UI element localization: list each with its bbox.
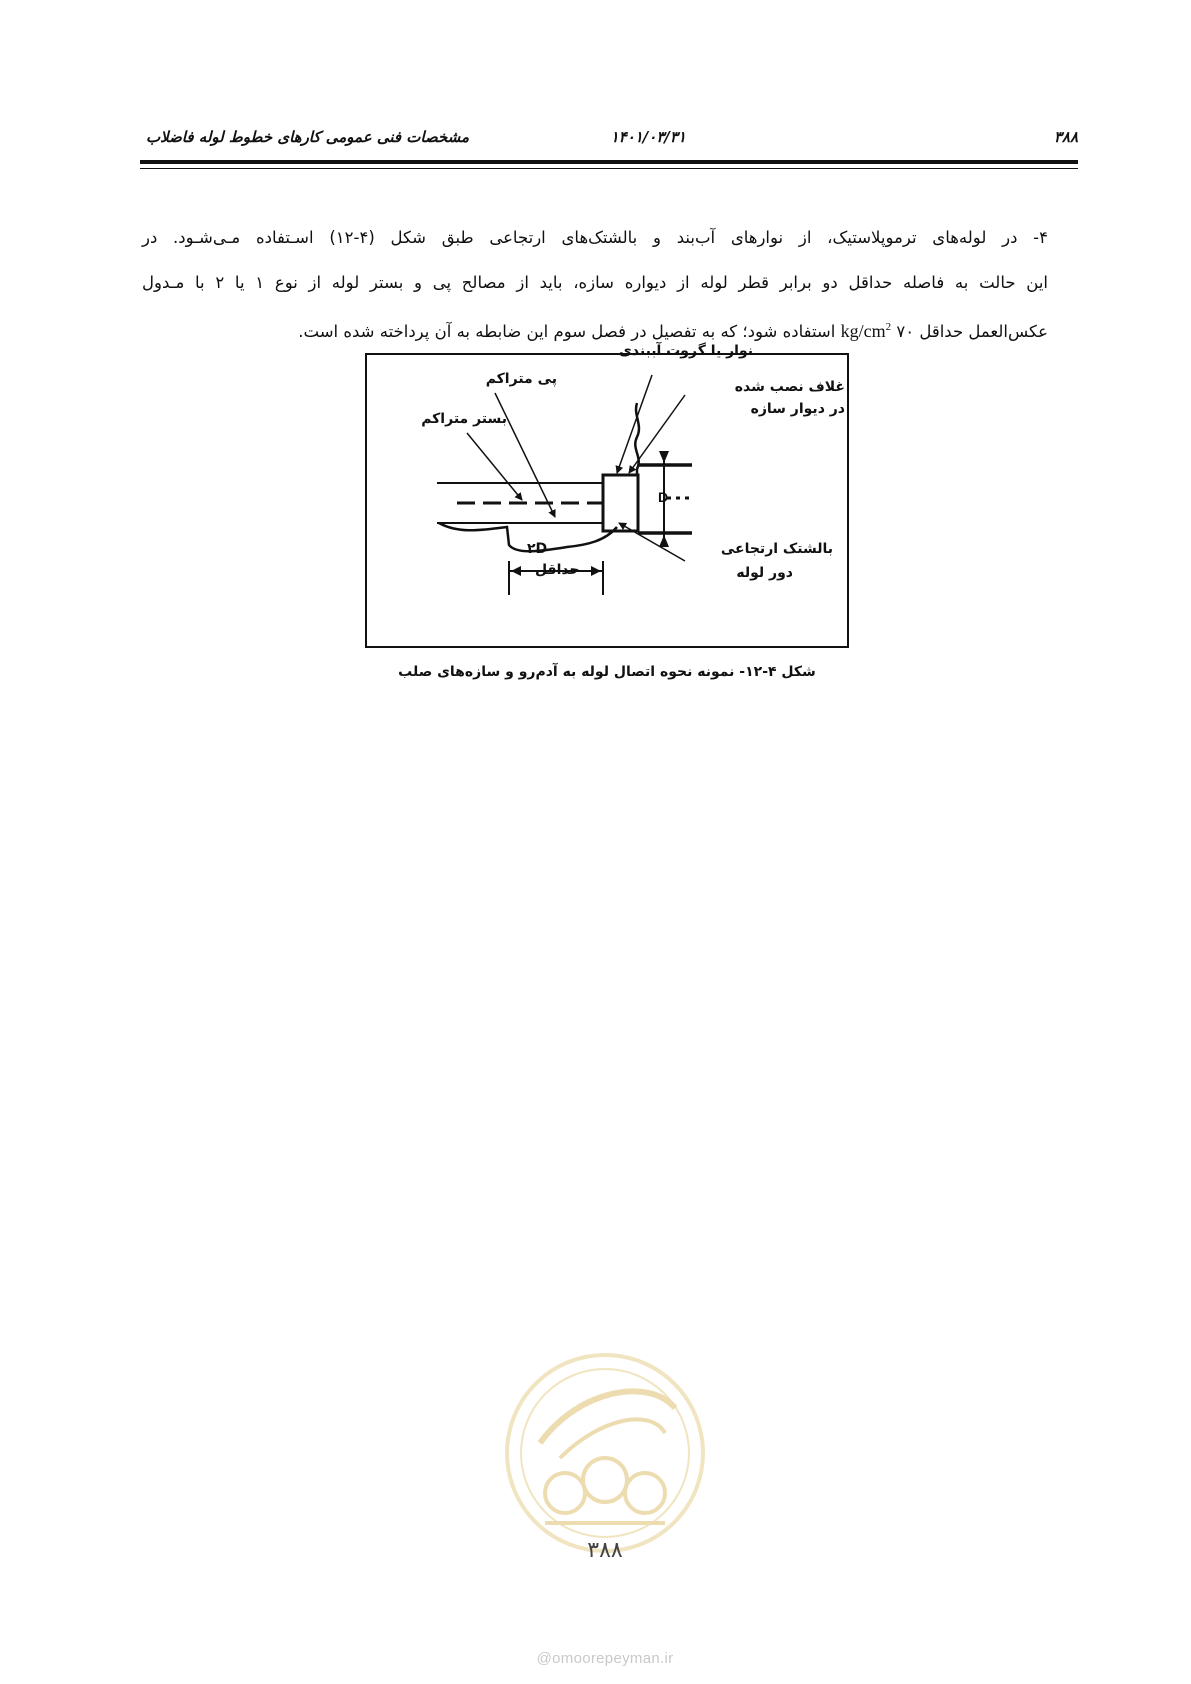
leader-cushion [619, 523, 685, 561]
watermark-text: @omoorepeyman.ir [536, 1650, 674, 1667]
leader-waterstop [617, 375, 652, 473]
unit-kg-cm2 [841, 321, 892, 341]
arrow-2d-right [591, 566, 601, 576]
label-bedding: بستر متراکم [421, 411, 507, 427]
body-paragraph [142, 215, 1048, 354]
arrow-2d-left [511, 566, 521, 576]
label-two-d: ۲D [527, 541, 548, 557]
unit-base: kg/cm [840, 321, 886, 341]
label-sleeve-2: در دیوار سازه [750, 401, 845, 417]
header-title: مشخصات فنی عمومی کارهای خطوط لوله فاضلاب [146, 128, 470, 146]
pipe-connection-figure [365, 343, 849, 648]
line3-after: استفاده شود؛ که به تفصیل در فصل سوم این ضابطه به آن پرداخته شده است. [298, 322, 841, 341]
pipe-diagram [367, 355, 847, 646]
label-diameter: D [658, 489, 669, 505]
page-header [140, 128, 1078, 152]
label-minimum: حداقل [535, 562, 580, 578]
paragraph-line-1: ۴- در لوله‌های ترموپلاستیک، از نوارهای آب‌بند و بالشتک‌های ارتجاعی طبق شکل (۴-۱۲) اسـتفاده مـی‌شـود. در [142, 228, 1048, 247]
paragraph-line-2: این حالت به فاصله حداقل دو برابر قطر لوله از دیواره سازه، باید از مصالح پی و بستر لوله از نوع ۱ یا ۲ با مـدول [142, 273, 1048, 292]
figure-caption: شکل ۴-۱۲- نمونه نحوه اتصال لوله به آدم‌رو و سازه‌های صلب [398, 664, 816, 680]
label-sleeve-1: غلاف نصب شده [734, 379, 845, 395]
wall-sleeve [603, 475, 638, 531]
header-rule-thin [140, 168, 1078, 169]
leader-bedding [467, 433, 522, 500]
label-cushion-1: بالشتک ارتجاعی [720, 541, 833, 557]
arrow-diameter-bottom [659, 535, 669, 547]
unit-exponent: 2 [885, 321, 892, 333]
header-rule-thick [140, 160, 1078, 164]
footer-page-number: ۳۸۸ [587, 1538, 623, 1563]
label-foundation: پی متراکم [485, 371, 557, 387]
publisher-stamp [500, 1348, 710, 1558]
arrow-diameter-top [659, 451, 669, 463]
label-cushion-2: دور لوله [736, 565, 793, 581]
line3-before: عکس‌العمل حداقل ۷۰ [891, 322, 1048, 341]
header-page-number: ۳۸۸ [1053, 128, 1078, 146]
label-waterstop: نوار یا گروت آببندی [618, 343, 753, 359]
header-date: ۱۴۰۱/۰۳/۳۱ [610, 128, 686, 146]
paragraph-line-3 [142, 305, 1048, 354]
